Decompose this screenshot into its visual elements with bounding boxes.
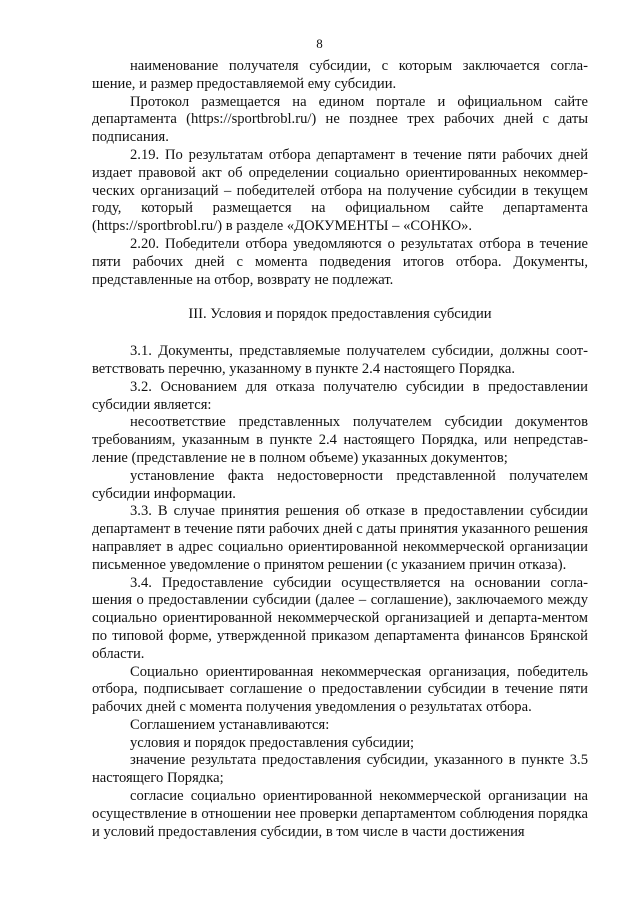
paragraph: несоответствие представленных получателем субсидии документов требованиям, указанным в пункте 2.4 настоящего Порядка, или непредстав-ление (представление не в полном объеме) указанных документов; <box>92 414 588 466</box>
paragraph: Соглашением устанавливаются: <box>130 716 330 733</box>
paragraph: 3.4. Предоставление субсидии осуществляется на основании согла-шения о предоставлении субсидии (далее – соглашение), заключаемого между социально ориентированной некоммерческой организацией и департа-ментом по типовой форме, утвержденной приказом департамента финансов Брянской области. <box>92 574 588 662</box>
paragraph: 3.2. Основанием для отказа получателю субсидии в предоставлении субсидии является: <box>92 378 588 413</box>
paragraph: 3.3. В случае принятия решения об отказе в предоставлении субсидии департамент в течение пяти рабочих дней с даты принятия указанного решения направляет в адрес социально ориентированной некоммерческой организации письменное уведомление о принятом решении (с указанием причин отказа). <box>92 503 588 573</box>
paragraph: 2.19. По результатам отбора департамент в течение пяти рабочих дней издает правовой акт об определении социально ориентированных некоммер-ческих организаций – победителей отбора на получение субсидии в текущем году, который размещается на официальном сайте департамента (https://sportbrobl.ru/) в разделе «ДОКУМЕНТЫ – «СОНКО». <box>92 146 588 235</box>
paragraph: значение результата предоставления субсидии, указанного в пункте 3.5 настоящего Порядка; <box>92 752 588 787</box>
paragraph: 2.20. Победители отбора уведомляются о результатах отбора в течение пяти рабочих дней с момента подведения итогов отбора. Документы, представленные на отбор, возврату не подлежат. <box>92 235 588 288</box>
paragraph: Протокол размещается на едином портале и официальном сайте департамента (https://sportbrobl.ru/) не позднее трех рабочих дней с даты подписания. <box>92 93 588 146</box>
paragraph: наименование получателя субсидии, с которым заключается согла-шение, и размер предоставляемой ему субсидии. <box>92 58 588 92</box>
section-heading: III. Условия и порядок предоставления субсидии <box>188 306 492 323</box>
paragraph: установление факта недостоверности представленной получателем субсидии информации. <box>92 467 588 502</box>
paragraph: согласие социально ориентированной некоммерческой организации на осуществление в отношении нее проверки департаментом соблюдения порядка и условий предоставления субсидии, в том числе в части достижения <box>92 788 588 840</box>
page-number: 8 <box>316 36 323 51</box>
paragraph: 3.1. Документы, представляемые получателем субсидии, должны соот-ветствовать перечню, указанному в пункте 2.4 настоящего Порядка. <box>92 343 588 377</box>
document-body <box>92 58 588 841</box>
paragraph: условия и порядок предоставления субсидии; <box>130 734 415 751</box>
paragraph: Социально ориентированная некоммерческая организация, победитель отбора, подписывает соглашение о предоставлении субсидии в течение пяти рабочих дней с момента получения уведомления о результатах отбора. <box>92 663 588 716</box>
